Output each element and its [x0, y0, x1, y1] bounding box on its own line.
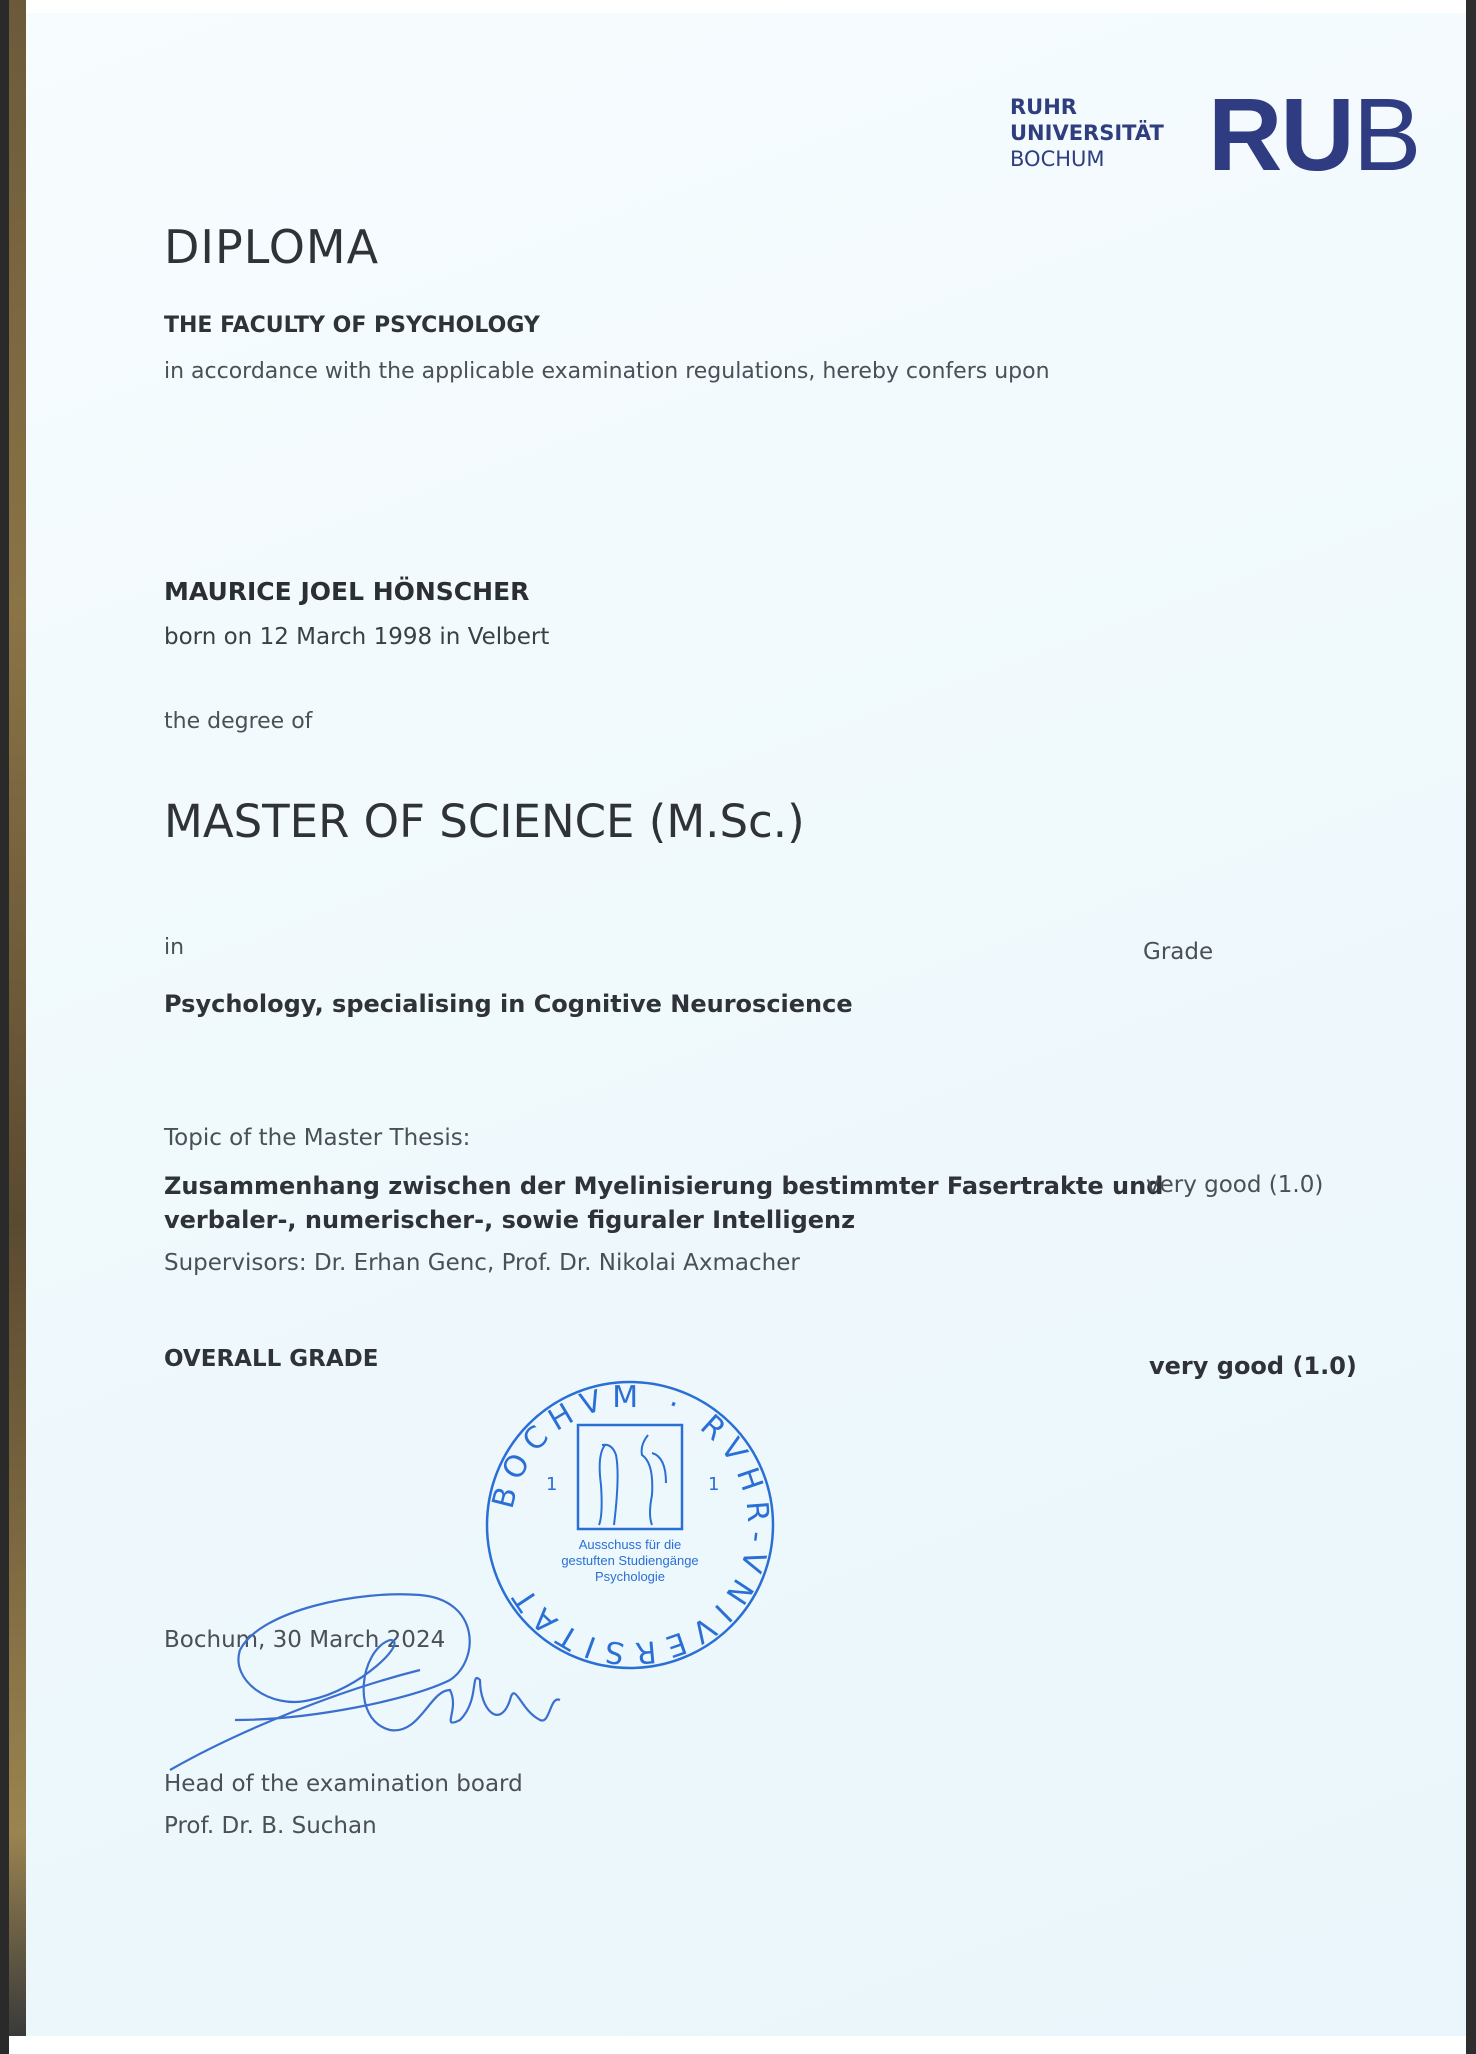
stamp-ring-text: BOCHVM · RVHR-VNIVERSITAT: [485, 1379, 776, 1671]
field-of-study: Psychology, specialising in Cognitive Neuroscience: [164, 990, 853, 1018]
scan-edge: [0, 0, 9, 2054]
thesis-grade: very good (1.0): [1146, 1172, 1324, 1198]
faculty: THE FACULTY OF PSYCHOLOGY: [164, 313, 540, 338]
grade-label: Grade: [1143, 939, 1214, 965]
supervisors: Supervisors: Dr. Erhan Genc, Prof. Dr. Nikolai Axmacher: [164, 1250, 800, 1276]
university-name-logo: [1010, 94, 1164, 172]
rub-logo-light: B: [1352, 77, 1420, 192]
handwritten-signature: [160, 1580, 580, 1790]
scan-edge-background: [9, 0, 26, 2036]
signatory-role: Head of the examination board: [164, 1771, 523, 1797]
document-title: DIPLOMA: [164, 220, 380, 274]
recipient-name: MAURICE JOEL HÖNSCHER: [164, 577, 530, 606]
stamp-line-1: Ausschuss für die: [578, 1537, 682, 1552]
stamp-line-3: Psychologie: [594, 1569, 666, 1584]
scan-edge-right: [1466, 0, 1476, 2054]
place-and-date: Bochum, 30 March 2024: [164, 1627, 446, 1653]
logo-line-3: BOCHUM: [1010, 147, 1105, 171]
logo-line-2: UNIVERSITÄT: [1010, 121, 1164, 145]
degree-title: MASTER OF SCIENCE (M.Sc.): [164, 795, 805, 848]
stamp-number-right: 1: [708, 1474, 720, 1495]
recipient-birth: born on 12 March 1998 in Velbert: [164, 624, 550, 650]
rub-logo-bold: RU: [1208, 77, 1353, 192]
in-label: in: [164, 935, 185, 960]
stamp-number-left: 1: [546, 1474, 558, 1495]
overall-grade-label: OVERALL GRADE: [164, 1346, 379, 1372]
degree-intro: the degree of: [164, 709, 313, 734]
overall-grade: very good (1.0): [1149, 1352, 1357, 1380]
stamp-line-2: gestuften Studiengänge: [561, 1553, 699, 1568]
logo-line-1: RUHR: [1010, 95, 1077, 119]
thesis-label: Topic of the Master Thesis:: [164, 1125, 471, 1151]
signatory-name: Prof. Dr. B. Suchan: [164, 1813, 377, 1839]
thesis-title-line-1: Zusammenhang zwischen der Myelinisierung bestimmter Fasertrakte und: [164, 1172, 1164, 1200]
conferral-text: in accordance with the applicable examination regulations, hereby confers upon: [164, 359, 1050, 384]
rub-logo: [1208, 77, 1420, 192]
thesis-title-line-2: verbaler-, numerischer-, sowie figuraler Intelligenz: [164, 1206, 856, 1234]
thesis-title: [164, 1169, 1163, 1237]
